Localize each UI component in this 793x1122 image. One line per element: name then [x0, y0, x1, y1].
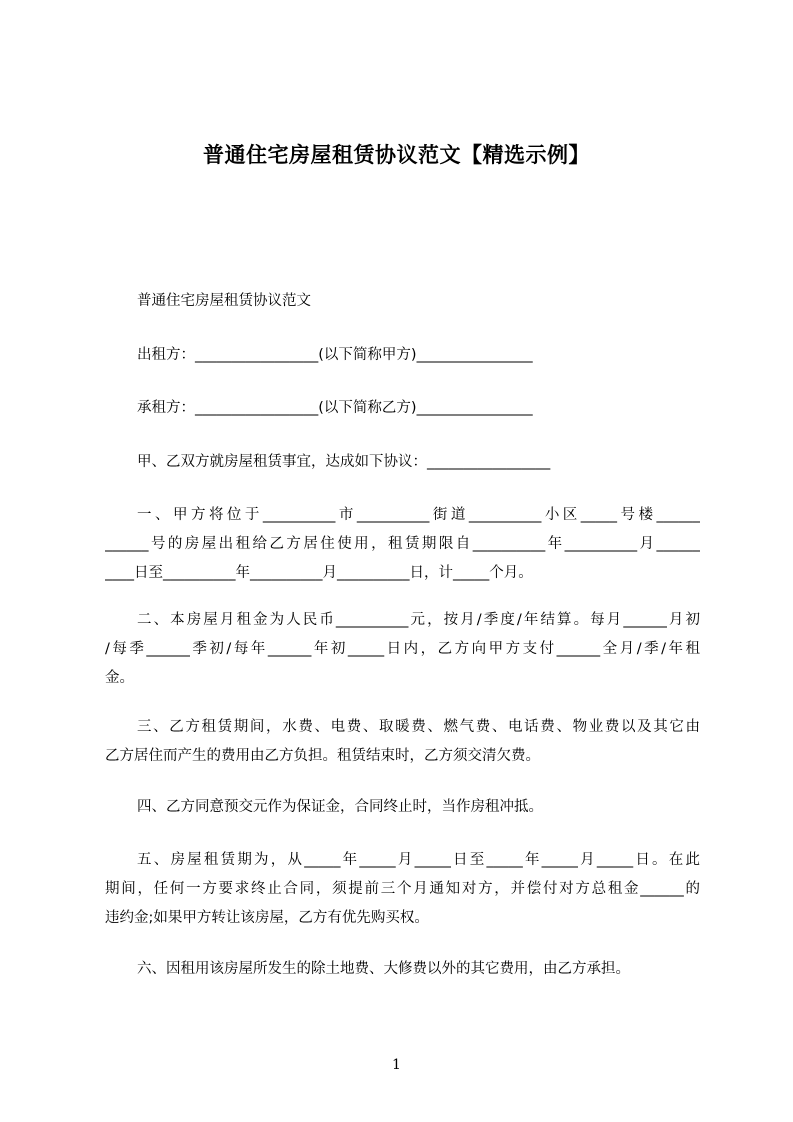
- clause-2-line-3: 金。: [105, 670, 134, 686]
- intro-paragraph: [105, 448, 700, 477]
- clause-3-line-1: 三、乙方租赁期间，水费、电费、取暖费、燃气费、电话费、物业费以及其它由: [137, 719, 700, 735]
- clause-4-paragraph: [105, 793, 700, 822]
- clause-2-line-1: 二、本房屋月租金为人民币__________元，按月/季度/年结算。每月______月初: [137, 612, 700, 628]
- clause-2-line-2: /每季______季初/每年______年初_____日内，乙方向甲方支付______全月/季/年租: [105, 641, 700, 657]
- clause-1-line-3: ____日至__________年__________月__________日，计_____个月。: [105, 565, 533, 581]
- subtitle-text: 普通住宅房屋租赁协议范文: [137, 293, 311, 309]
- lessor-line: 出租方：_________________(以下简称甲方)________________: [137, 347, 533, 363]
- document-title: 普通住宅房屋租赁协议范文【精选示例】: [203, 143, 590, 167]
- lessor-paragraph: [105, 341, 700, 370]
- clause-5-paragraph: [105, 846, 700, 933]
- clause-6-paragraph: [105, 955, 700, 984]
- clause-3-line-2: 乙方居住而产生的费用由乙方负担。租赁结束时，乙方须交清欠费。: [105, 748, 540, 764]
- clause-1-line-2: ______号的房屋出租给乙方居住使用，租赁期限自__________年__________月______: [105, 536, 700, 552]
- intro-line: 甲、乙双方就房屋租赁事宜，达成如下协议：_________________: [137, 454, 551, 470]
- clause-1-line-1: 一、甲方将位于__________市__________街道__________小区_____号楼______: [137, 507, 700, 523]
- clause-5-line-1: 五、房屋租赁期为，从_____年_____月_____日至_____年_____月_____日。在此: [137, 852, 700, 868]
- subtitle-paragraph: [105, 287, 700, 316]
- clause-5-line-3: 违约金;如果甲方转让该房屋，乙方有优先购买权。: [105, 910, 429, 926]
- clause-1-paragraph: [105, 501, 700, 588]
- clause-3-paragraph: [105, 713, 700, 771]
- lessee-paragraph: [105, 394, 700, 423]
- page-number: 1: [392, 1057, 401, 1073]
- clause-4-line: 四、乙方同意预交元作为保证金，合同终止时，当作房租冲抵。: [137, 799, 543, 815]
- lessee-line: 承租方：_________________(以下简称乙方)________________: [137, 400, 533, 416]
- clause-6-line: 六、因租用该房屋所发生的除土地费、大修费以外的其它费用，由乙方承担。: [137, 961, 630, 977]
- clause-2-paragraph: [105, 606, 700, 693]
- clause-5-line-2: 期间，任何一方要求终止合同，须提前三个月通知对方，并偿付对方总租金______的: [105, 881, 700, 897]
